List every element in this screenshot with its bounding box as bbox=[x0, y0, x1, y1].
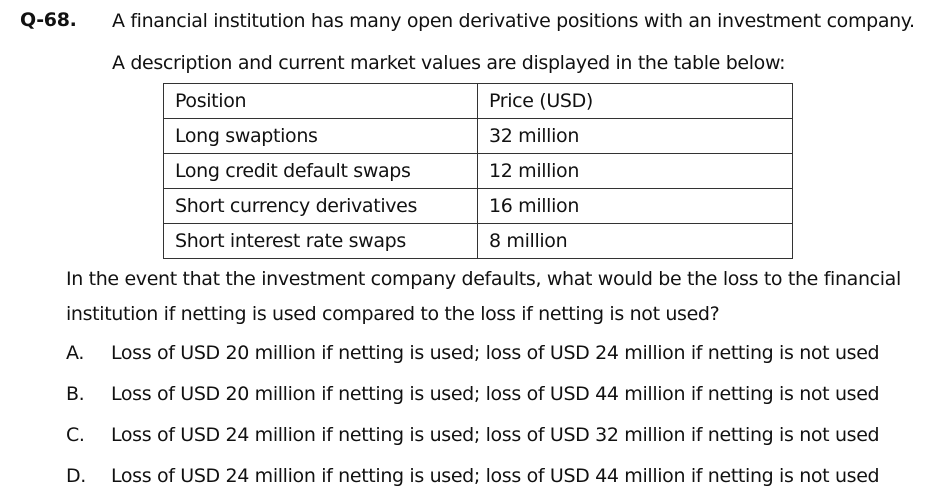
option-letter: C. bbox=[66, 424, 85, 446]
question-intro-line-1: A financial institution has many open derivative positions with an investment company. bbox=[112, 10, 915, 32]
option-letter: D. bbox=[66, 465, 86, 487]
cell-position: Short currency derivatives bbox=[164, 189, 478, 224]
table-row bbox=[164, 224, 793, 259]
table-row bbox=[164, 119, 793, 154]
table-header-row bbox=[164, 84, 793, 119]
cell-price: 32 million bbox=[478, 119, 793, 154]
table-row bbox=[164, 189, 793, 224]
option-text: Loss of USD 20 million if netting is used; loss of USD 44 million if netting is not used bbox=[111, 383, 880, 405]
cell-position: Long swaptions bbox=[164, 119, 478, 154]
question-ask-line-2: institution if netting is used compared to the loss if netting is not used? bbox=[66, 303, 720, 325]
option-text: Loss of USD 24 million if netting is used; loss of USD 32 million if netting is not used bbox=[111, 424, 880, 446]
table-row bbox=[164, 154, 793, 189]
question-number: Q-68. bbox=[20, 9, 77, 31]
cell-price: 8 million bbox=[478, 224, 793, 259]
cell-position: Long credit default swaps bbox=[164, 154, 478, 189]
option-text: Loss of USD 24 million if netting is used; loss of USD 44 million if netting is not used bbox=[111, 465, 880, 487]
header-price: Price (USD) bbox=[478, 84, 793, 119]
header-position: Position bbox=[164, 84, 478, 119]
cell-position: Short interest rate swaps bbox=[164, 224, 478, 259]
cell-price: 16 million bbox=[478, 189, 793, 224]
question-ask-line-1: In the event that the investment company defaults, what would be the loss to the financial bbox=[66, 268, 901, 290]
cell-price: 12 million bbox=[478, 154, 793, 189]
option-d[interactable] bbox=[66, 465, 879, 487]
positions-table bbox=[163, 83, 793, 259]
option-c[interactable] bbox=[66, 424, 879, 446]
question-intro-line-2: A description and current market values are displayed in the table below: bbox=[112, 52, 786, 74]
option-a[interactable] bbox=[66, 342, 879, 364]
option-letter: B. bbox=[66, 383, 85, 405]
option-letter: A. bbox=[66, 342, 85, 364]
option-b[interactable] bbox=[66, 383, 879, 405]
option-text: Loss of USD 20 million if netting is used; loss of USD 24 million if netting is not used bbox=[111, 342, 880, 364]
